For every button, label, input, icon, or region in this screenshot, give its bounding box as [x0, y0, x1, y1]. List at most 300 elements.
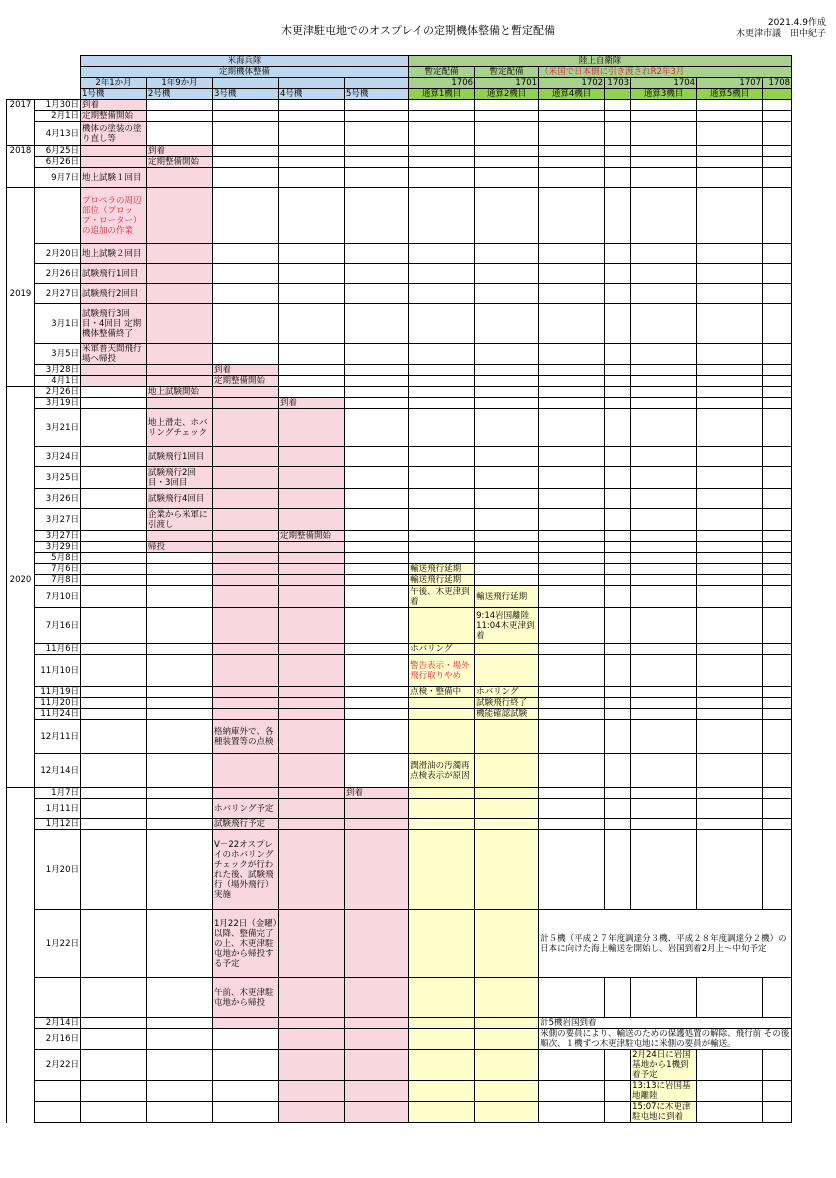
empty-cell [147, 788, 213, 799]
provisional-header-1: 暫定配備 [409, 67, 475, 78]
empty-cell [697, 284, 763, 304]
empty-cell [763, 304, 792, 344]
empty-cell [81, 910, 147, 978]
empty-cell [409, 709, 475, 720]
empty-cell [147, 608, 213, 644]
empty-cell [539, 575, 605, 586]
year-cell [7, 157, 35, 168]
empty-cell [345, 398, 409, 409]
empty-cell [475, 819, 539, 830]
empty-cell [475, 553, 539, 564]
empty-cell [147, 575, 213, 586]
empty-cell [81, 365, 147, 376]
empty-cell [409, 409, 475, 447]
empty-cell [279, 387, 345, 398]
empty-cell [605, 447, 631, 467]
table-row [7, 819, 792, 830]
year-cell [7, 531, 35, 542]
empty-cell [763, 799, 792, 819]
empty-cell [697, 644, 763, 655]
empty-cell [345, 111, 409, 122]
event-cell: 帰投 [147, 542, 213, 553]
empty-cell [539, 687, 605, 698]
year-cell: 2017 [7, 100, 35, 111]
empty-cell [147, 709, 213, 720]
empty-cell [279, 100, 345, 111]
empty-cell [539, 698, 605, 709]
empty-cell [147, 284, 213, 304]
empty-cell [279, 978, 345, 1018]
empty-cell [539, 387, 605, 398]
year-cell [7, 910, 35, 978]
empty-cell [345, 489, 409, 509]
airframe-number: 1701 [475, 78, 539, 89]
empty-cell [539, 157, 605, 168]
column-header: 4号機 [279, 89, 345, 100]
empty-cell [279, 788, 345, 799]
empty-cell [763, 122, 792, 146]
empty-cell [631, 376, 697, 387]
empty-cell [631, 531, 697, 542]
empty-cell [213, 284, 279, 304]
empty-cell [763, 387, 792, 398]
empty-cell [763, 1102, 792, 1123]
empty-cell [605, 146, 631, 157]
empty-cell [631, 553, 697, 564]
empty-cell [213, 687, 279, 698]
date-cell: 1月30日 [35, 100, 81, 111]
empty-cell [697, 509, 763, 531]
empty-cell [539, 564, 605, 575]
empty-cell [81, 687, 147, 698]
empty-cell [147, 687, 213, 698]
event-cell: V－22オスプレイのホバリングチェックが行われた後、試験飛行（場外飛行）実施 [213, 830, 279, 910]
empty-cell [345, 608, 409, 644]
year-cell [7, 244, 35, 264]
empty-cell [605, 575, 631, 586]
date-cell: 3月26日 [35, 489, 81, 509]
date-cell: 4月13日 [35, 122, 81, 146]
empty-cell [279, 111, 345, 122]
empty-cell [213, 575, 279, 586]
empty-cell [697, 754, 763, 788]
year-cell [7, 1029, 35, 1050]
header-row-columns [7, 89, 792, 100]
empty-cell [409, 467, 475, 489]
event-cell: 試験飛行1回目 [147, 447, 213, 467]
empty-cell [539, 284, 605, 304]
empty-cell [763, 754, 792, 788]
duration-1: 2年1か月 [81, 78, 147, 89]
year-cell [7, 111, 35, 122]
empty-cell [213, 304, 279, 344]
empty-cell [697, 100, 763, 111]
empty-cell [345, 564, 409, 575]
event-cell: ホバリング [409, 644, 475, 655]
date-cell: 3月25日 [35, 467, 81, 489]
empty-cell [539, 608, 605, 644]
empty-cell [213, 111, 279, 122]
empty-cell [279, 1050, 345, 1081]
year-cell [7, 720, 35, 754]
empty-cell [81, 1018, 147, 1029]
event-cell: 輸送飛行延期 [475, 586, 539, 608]
empty-cell [631, 564, 697, 575]
event-cell: 2月24日に岩国基地から1機到着予定 [631, 1050, 697, 1081]
event-cell: 試験飛行終了 [475, 698, 539, 709]
empty-cell [697, 387, 763, 398]
year-cell [7, 687, 35, 698]
year-cell [7, 398, 35, 409]
empty-cell [631, 304, 697, 344]
date-cell: 1月12日 [35, 819, 81, 830]
empty-cell [345, 284, 409, 304]
jgsdf-header: 陸上自衛隊 [409, 56, 792, 67]
empty-cell [409, 1081, 475, 1102]
empty-cell [605, 264, 631, 284]
empty-cell [345, 799, 409, 819]
empty-cell [147, 365, 213, 376]
empty-cell [213, 709, 279, 720]
year-cell [7, 365, 35, 376]
empty-cell [213, 489, 279, 509]
empty-cell [697, 168, 763, 188]
year-cell [7, 553, 35, 564]
year-cell [7, 978, 35, 1018]
empty-cell [213, 608, 279, 644]
date-cell: 2月1日 [35, 111, 81, 122]
empty-cell [213, 447, 279, 467]
empty-cell [213, 1081, 279, 1102]
empty-cell [345, 146, 409, 157]
empty-cell [605, 608, 631, 644]
empty-cell [763, 111, 792, 122]
empty-cell [475, 467, 539, 489]
empty-cell [147, 100, 213, 111]
column-header [763, 89, 792, 100]
empty-cell [81, 509, 147, 531]
empty-cell [763, 146, 792, 157]
year-cell: 2020 [7, 575, 35, 586]
document-meta [736, 18, 826, 40]
table-row [7, 720, 792, 754]
maintenance-header: 定期機体整備 [81, 67, 409, 78]
event-cell: 到着 [213, 365, 279, 376]
empty-cell [697, 1102, 763, 1123]
empty-cell [539, 1081, 605, 1102]
empty-cell [409, 284, 475, 304]
empty-cell [539, 447, 605, 467]
empty-cell [539, 830, 605, 910]
empty-cell [763, 284, 792, 304]
empty-cell [345, 910, 409, 978]
empty-cell [605, 344, 631, 365]
event-cell: 試験飛行予定 [213, 819, 279, 830]
empty-cell [539, 720, 605, 754]
date-cell: 1月20日 [35, 830, 81, 910]
empty-cell [631, 687, 697, 698]
empty-cell [279, 754, 345, 788]
date-cell: 11月20日 [35, 698, 81, 709]
empty-cell [475, 1029, 539, 1050]
empty-cell [605, 564, 631, 575]
empty-cell [763, 467, 792, 489]
date-cell: 3月21日 [35, 409, 81, 447]
empty-cell [345, 1102, 409, 1123]
empty-cell [345, 344, 409, 365]
empty-cell [605, 830, 631, 910]
year-cell [7, 188, 35, 244]
empty-cell [539, 709, 605, 720]
empty-cell [697, 830, 763, 910]
event-cell: 潤滑油の汚濁再点検表示が原因 [409, 754, 475, 788]
year-cell [7, 376, 35, 387]
empty-cell [409, 819, 475, 830]
year-cell [7, 608, 35, 644]
empty-cell [345, 1018, 409, 1029]
empty-cell [475, 122, 539, 146]
empty-cell [763, 344, 792, 365]
empty-cell [147, 398, 213, 409]
table-row [7, 489, 792, 509]
empty-cell [409, 830, 475, 910]
table-row [7, 365, 792, 376]
table-row [7, 1029, 792, 1050]
table-row [7, 157, 792, 168]
empty-cell [213, 168, 279, 188]
empty-cell [213, 1029, 279, 1050]
empty-cell [409, 799, 475, 819]
empty-cell [697, 788, 763, 799]
empty-cell [475, 157, 539, 168]
empty-cell [631, 365, 697, 376]
empty-cell [345, 376, 409, 387]
empty-cell [631, 720, 697, 754]
empty-cell [605, 509, 631, 531]
table-row [7, 146, 792, 157]
empty-cell [147, 644, 213, 655]
empty-cell [81, 467, 147, 489]
empty-cell [539, 819, 605, 830]
empty-cell [147, 978, 213, 1018]
empty-cell [147, 564, 213, 575]
empty-cell [147, 344, 213, 365]
date-cell: 2月26日 [35, 264, 81, 284]
date-cell: 11月10日 [35, 655, 81, 687]
empty-cell [539, 146, 605, 157]
year-cell [7, 542, 35, 553]
empty-cell [475, 575, 539, 586]
empty-cell [605, 489, 631, 509]
empty-cell [631, 655, 697, 687]
empty-cell [697, 398, 763, 409]
event-cell: 定期整備開始 [213, 376, 279, 387]
date-cell: 11月19日 [35, 687, 81, 698]
empty-cell [697, 819, 763, 830]
column-header: 通算5機目 [697, 89, 763, 100]
empty-cell [631, 122, 697, 146]
empty-cell [279, 564, 345, 575]
date-cell [35, 1102, 81, 1123]
empty-cell [605, 284, 631, 304]
empty-cell [697, 122, 763, 146]
date-cell: 3月27日 [35, 509, 81, 531]
empty-cell [763, 542, 792, 553]
empty-cell [345, 687, 409, 698]
empty-cell [213, 788, 279, 799]
empty-cell [631, 698, 697, 709]
empty-cell [631, 467, 697, 489]
event-cell: ホバリング [475, 687, 539, 698]
empty-cell [631, 168, 697, 188]
date-cell: 2月22日 [35, 1050, 81, 1081]
table-row [7, 409, 792, 447]
empty-cell [631, 100, 697, 111]
table-row [7, 564, 792, 575]
empty-cell [279, 698, 345, 709]
empty-cell [763, 553, 792, 564]
event-cell: 警告表示・場外飛行取りやめ [409, 655, 475, 687]
empty-cell [605, 409, 631, 447]
empty-cell [697, 344, 763, 365]
event-cell: 計５機（平成２７年度調達分３機、平成２８年度調達分２機）の日本に向けた海上輸送を開始し、岩国到着2月上～中旬予定 [539, 910, 792, 978]
empty-cell [147, 698, 213, 709]
empty-cell [345, 1050, 409, 1081]
event-cell: 午後、木更津到着 [409, 586, 475, 608]
empty-cell [475, 910, 539, 978]
empty-cell [279, 304, 345, 344]
table-row [7, 122, 792, 146]
header-row-duration [7, 78, 792, 89]
empty-cell [475, 531, 539, 542]
event-cell: プロペラの周辺部位（プロップ・ローター）の追加の作業 [81, 188, 147, 244]
empty-cell [147, 655, 213, 687]
empty-cell [409, 698, 475, 709]
empty-cell [147, 1018, 213, 1029]
table-row [7, 398, 792, 409]
empty-cell [631, 284, 697, 304]
empty-cell [345, 819, 409, 830]
empty-cell [409, 509, 475, 531]
empty-cell [475, 644, 539, 655]
table-row [7, 1018, 792, 1029]
airframe-number: 1703 [605, 78, 631, 89]
empty-cell [345, 100, 409, 111]
empty-cell [279, 1029, 345, 1050]
empty-cell [605, 788, 631, 799]
empty-cell [697, 978, 763, 1018]
empty-cell [697, 264, 763, 284]
empty-cell [279, 284, 345, 304]
empty-cell [539, 365, 605, 376]
empty-cell [475, 542, 539, 553]
empty-cell [605, 586, 631, 608]
empty-cell [475, 978, 539, 1018]
empty-cell [81, 608, 147, 644]
date-cell: 5月8日 [35, 553, 81, 564]
empty-cell [763, 509, 792, 531]
empty-cell [539, 1102, 605, 1123]
year-cell [7, 754, 35, 788]
empty-cell [81, 553, 147, 564]
table-row [7, 830, 792, 910]
table-row [7, 910, 792, 978]
empty-cell [605, 387, 631, 398]
empty-cell [279, 244, 345, 264]
event-cell: 到着 [147, 146, 213, 157]
year-cell [7, 788, 35, 799]
year-cell [7, 122, 35, 146]
empty-cell [475, 376, 539, 387]
empty-cell [213, 1102, 279, 1123]
empty-cell [279, 264, 345, 284]
empty-cell [475, 788, 539, 799]
empty-cell [213, 1050, 279, 1081]
empty-cell [475, 168, 539, 188]
empty-cell [345, 586, 409, 608]
table-row [7, 509, 792, 531]
header-row-org [7, 56, 792, 67]
date-cell [35, 188, 81, 244]
empty-cell [345, 553, 409, 564]
empty-cell [409, 398, 475, 409]
empty-cell [409, 168, 475, 188]
empty-cell [539, 398, 605, 409]
empty-cell [213, 146, 279, 157]
empty-cell [763, 1050, 792, 1081]
empty-cell [605, 531, 631, 542]
empty-cell [147, 1081, 213, 1102]
empty-cell [475, 1050, 539, 1081]
empty-cell [81, 1081, 147, 1102]
empty-cell [763, 698, 792, 709]
empty-cell [213, 564, 279, 575]
empty-cell [409, 304, 475, 344]
empty-cell [605, 1050, 631, 1081]
date-cell: 3月24日 [35, 447, 81, 467]
empty-cell [147, 553, 213, 564]
empty-cell [631, 111, 697, 122]
empty-cell [409, 100, 475, 111]
empty-cell [539, 244, 605, 264]
table-row [7, 168, 792, 188]
empty-cell [763, 244, 792, 264]
empty-cell [279, 157, 345, 168]
empty-cell [345, 978, 409, 1018]
table-row [7, 111, 792, 122]
empty-cell [345, 575, 409, 586]
date-cell: 2月27日 [35, 284, 81, 304]
empty-cell [475, 365, 539, 376]
empty-cell [539, 799, 605, 819]
column-header [605, 89, 631, 100]
year-cell [7, 1050, 35, 1081]
empty-cell [409, 531, 475, 542]
empty-cell [539, 586, 605, 608]
event-cell: 試験飛行4回目 [147, 489, 213, 509]
year-cell [7, 447, 35, 467]
event-cell: 試験飛行2回目・3回目 [147, 467, 213, 489]
empty-cell [631, 819, 697, 830]
empty-cell [605, 978, 631, 1018]
empty-cell [345, 542, 409, 553]
empty-cell [605, 655, 631, 687]
empty-cell [345, 168, 409, 188]
empty-cell [605, 799, 631, 819]
empty-cell [763, 188, 792, 244]
empty-cell [81, 376, 147, 387]
date-cell: 2月26日 [35, 387, 81, 398]
